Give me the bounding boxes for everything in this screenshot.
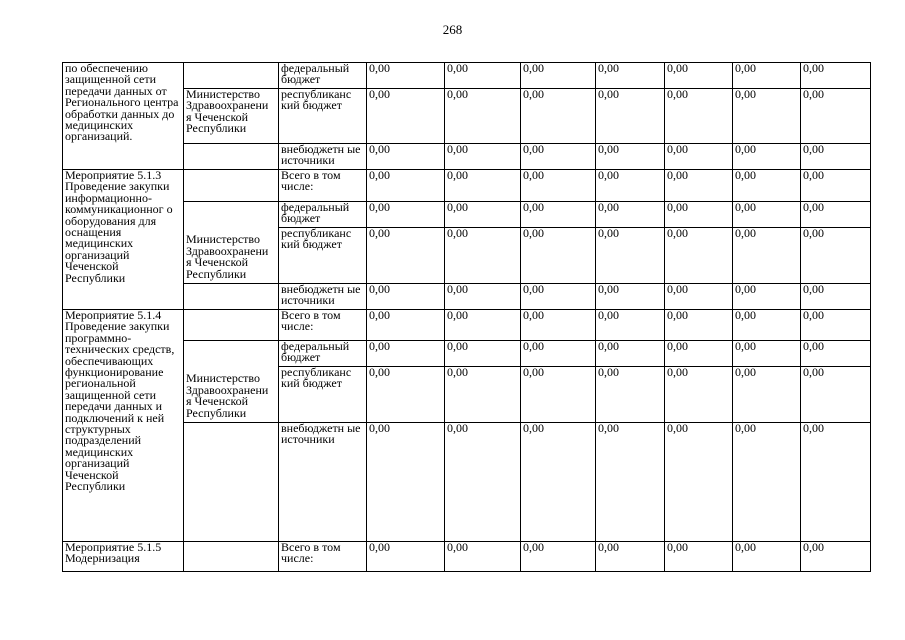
value-cell: 0,00: [445, 367, 521, 423]
value-cell: 0,00: [367, 170, 445, 202]
executor-cell-empty: [184, 423, 279, 542]
value-cell: 0,00: [367, 284, 445, 310]
event-cell: по обеспечению защищенной сети передачи данных от Регионального центра обработки данных до медицинских организаций.: [63, 63, 184, 170]
value-cell: 0,00: [733, 228, 801, 284]
value-cell: 0,00: [665, 367, 733, 423]
table-row: [63, 341, 871, 367]
value-cell: 0,00: [445, 89, 521, 144]
source-cell: внебюджетн ые источники: [279, 144, 367, 170]
value-cell: 0,00: [521, 144, 596, 170]
value-cell: 0,00: [521, 423, 596, 542]
source-cell: федеральный бюджет: [279, 202, 367, 228]
table-row: [63, 63, 871, 89]
financing-table: [62, 62, 871, 572]
executor-cell-empty: [184, 63, 279, 89]
table-row: [63, 89, 871, 144]
value-cell: 0,00: [801, 310, 871, 341]
value-cell: 0,00: [445, 63, 521, 89]
value-cell: 0,00: [596, 63, 665, 89]
table-row: [63, 284, 871, 310]
value-cell: 0,00: [733, 89, 801, 144]
source-cell: Всего в том числе:: [279, 310, 367, 341]
value-cell: 0,00: [665, 144, 733, 170]
table-row: [63, 144, 871, 170]
value-cell: 0,00: [521, 310, 596, 341]
value-cell: 0,00: [367, 341, 445, 367]
value-cell: 0,00: [596, 144, 665, 170]
value-cell: 0,00: [665, 310, 733, 341]
value-cell: 0,00: [665, 423, 733, 542]
value-cell: 0,00: [665, 284, 733, 310]
value-cell: 0,00: [596, 89, 665, 144]
value-cell: 0,00: [665, 170, 733, 202]
executor-cell-empty: [184, 310, 279, 341]
value-cell: 0,00: [596, 542, 665, 572]
value-cell: 0,00: [733, 310, 801, 341]
value-cell: 0,00: [733, 423, 801, 542]
executor-cell-empty: [184, 144, 279, 170]
value-cell: 0,00: [801, 228, 871, 284]
value-cell: 0,00: [801, 63, 871, 89]
executor-cell-empty: [184, 170, 279, 202]
value-cell: 0,00: [665, 228, 733, 284]
executor-cell: Министерство Здравоохранени я Чеченской Республики: [184, 341, 279, 423]
value-cell: 0,00: [521, 542, 596, 572]
value-cell: 0,00: [521, 89, 596, 144]
value-cell: 0,00: [367, 144, 445, 170]
table-row: [63, 170, 871, 202]
table-row: [63, 202, 871, 228]
value-cell: 0,00: [733, 542, 801, 572]
source-cell: федеральный бюджет: [279, 63, 367, 89]
value-cell: 0,00: [733, 341, 801, 367]
value-cell: 0,00: [445, 202, 521, 228]
value-cell: 0,00: [596, 341, 665, 367]
value-cell: 0,00: [521, 63, 596, 89]
value-cell: 0,00: [801, 367, 871, 423]
value-cell: 0,00: [801, 341, 871, 367]
executor-cell-empty: [184, 542, 279, 572]
value-cell: 0,00: [596, 228, 665, 284]
value-cell: 0,00: [801, 284, 871, 310]
source-cell: республиканс кий бюджет: [279, 89, 367, 144]
value-cell: 0,00: [665, 63, 733, 89]
value-cell: 0,00: [733, 367, 801, 423]
value-cell: 0,00: [367, 63, 445, 89]
value-cell: 0,00: [521, 341, 596, 367]
value-cell: 0,00: [521, 170, 596, 202]
value-cell: 0,00: [367, 367, 445, 423]
value-cell: 0,00: [665, 542, 733, 572]
page-number: 268: [442, 22, 463, 37]
value-cell: 0,00: [445, 284, 521, 310]
value-cell: 0,00: [733, 144, 801, 170]
value-cell: 0,00: [596, 310, 665, 341]
value-cell: 0,00: [367, 202, 445, 228]
value-cell: 0,00: [801, 202, 871, 228]
value-cell: 0,00: [445, 144, 521, 170]
value-cell: 0,00: [367, 310, 445, 341]
value-cell: 0,00: [665, 341, 733, 367]
value-cell: 0,00: [733, 284, 801, 310]
executor-cell: Министерство Здравоохранени я Чеченской Республики: [184, 202, 279, 284]
value-cell: 0,00: [521, 367, 596, 423]
value-cell: 0,00: [801, 423, 871, 542]
value-cell: 0,00: [367, 423, 445, 542]
value-cell: 0,00: [445, 341, 521, 367]
value-cell: 0,00: [733, 202, 801, 228]
value-cell: 0,00: [596, 202, 665, 228]
value-cell: 0,00: [665, 89, 733, 144]
executor-cell: Министерство Здравоохранени я Чеченской Республики: [184, 89, 279, 144]
executor-cell-empty: [184, 284, 279, 310]
source-cell: федеральный бюджет: [279, 341, 367, 367]
value-cell: 0,00: [596, 423, 665, 542]
event-cell: Мероприятие 5.1.3 Проведение закупки информационно-коммуникационног о оборудования для оснащения медицинских организаций Чеченской Республики: [63, 170, 184, 310]
event-cell: Мероприятие 5.1.4 Проведение закупки программно-технических средств, обеспечивающих функционирование региональной защищенной сети передачи данных и подключений к ней структурных подразделений медицинских организаций Чеченской Республики: [63, 310, 184, 542]
value-cell: 0,00: [801, 144, 871, 170]
value-cell: 0,00: [596, 170, 665, 202]
value-cell: 0,00: [801, 89, 871, 144]
value-cell: 0,00: [801, 170, 871, 202]
value-cell: 0,00: [733, 63, 801, 89]
value-cell: 0,00: [801, 542, 871, 572]
source-cell: внебюджетн ые источники: [279, 423, 367, 542]
value-cell: 0,00: [665, 202, 733, 228]
event-cell: Мероприятие 5.1.5 Модернизация: [63, 542, 184, 572]
table-row: [63, 542, 871, 572]
value-cell: 0,00: [367, 228, 445, 284]
value-cell: 0,00: [445, 542, 521, 572]
value-cell: 0,00: [596, 367, 665, 423]
value-cell: 0,00: [521, 284, 596, 310]
source-cell: Всего в том числе:: [279, 542, 367, 572]
source-cell: республиканс кий бюджет: [279, 367, 367, 423]
value-cell: 0,00: [445, 310, 521, 341]
value-cell: 0,00: [596, 284, 665, 310]
source-cell: Всего в том числе:: [279, 170, 367, 202]
value-cell: 0,00: [445, 170, 521, 202]
table-row: [63, 423, 871, 542]
value-cell: 0,00: [445, 423, 521, 542]
value-cell: 0,00: [367, 89, 445, 144]
table-row: [63, 310, 871, 341]
value-cell: 0,00: [733, 170, 801, 202]
source-cell: внебюджетн ые источники: [279, 284, 367, 310]
value-cell: 0,00: [521, 228, 596, 284]
value-cell: 0,00: [367, 542, 445, 572]
value-cell: 0,00: [445, 228, 521, 284]
source-cell: республиканс кий бюджет: [279, 228, 367, 284]
value-cell: 0,00: [521, 202, 596, 228]
